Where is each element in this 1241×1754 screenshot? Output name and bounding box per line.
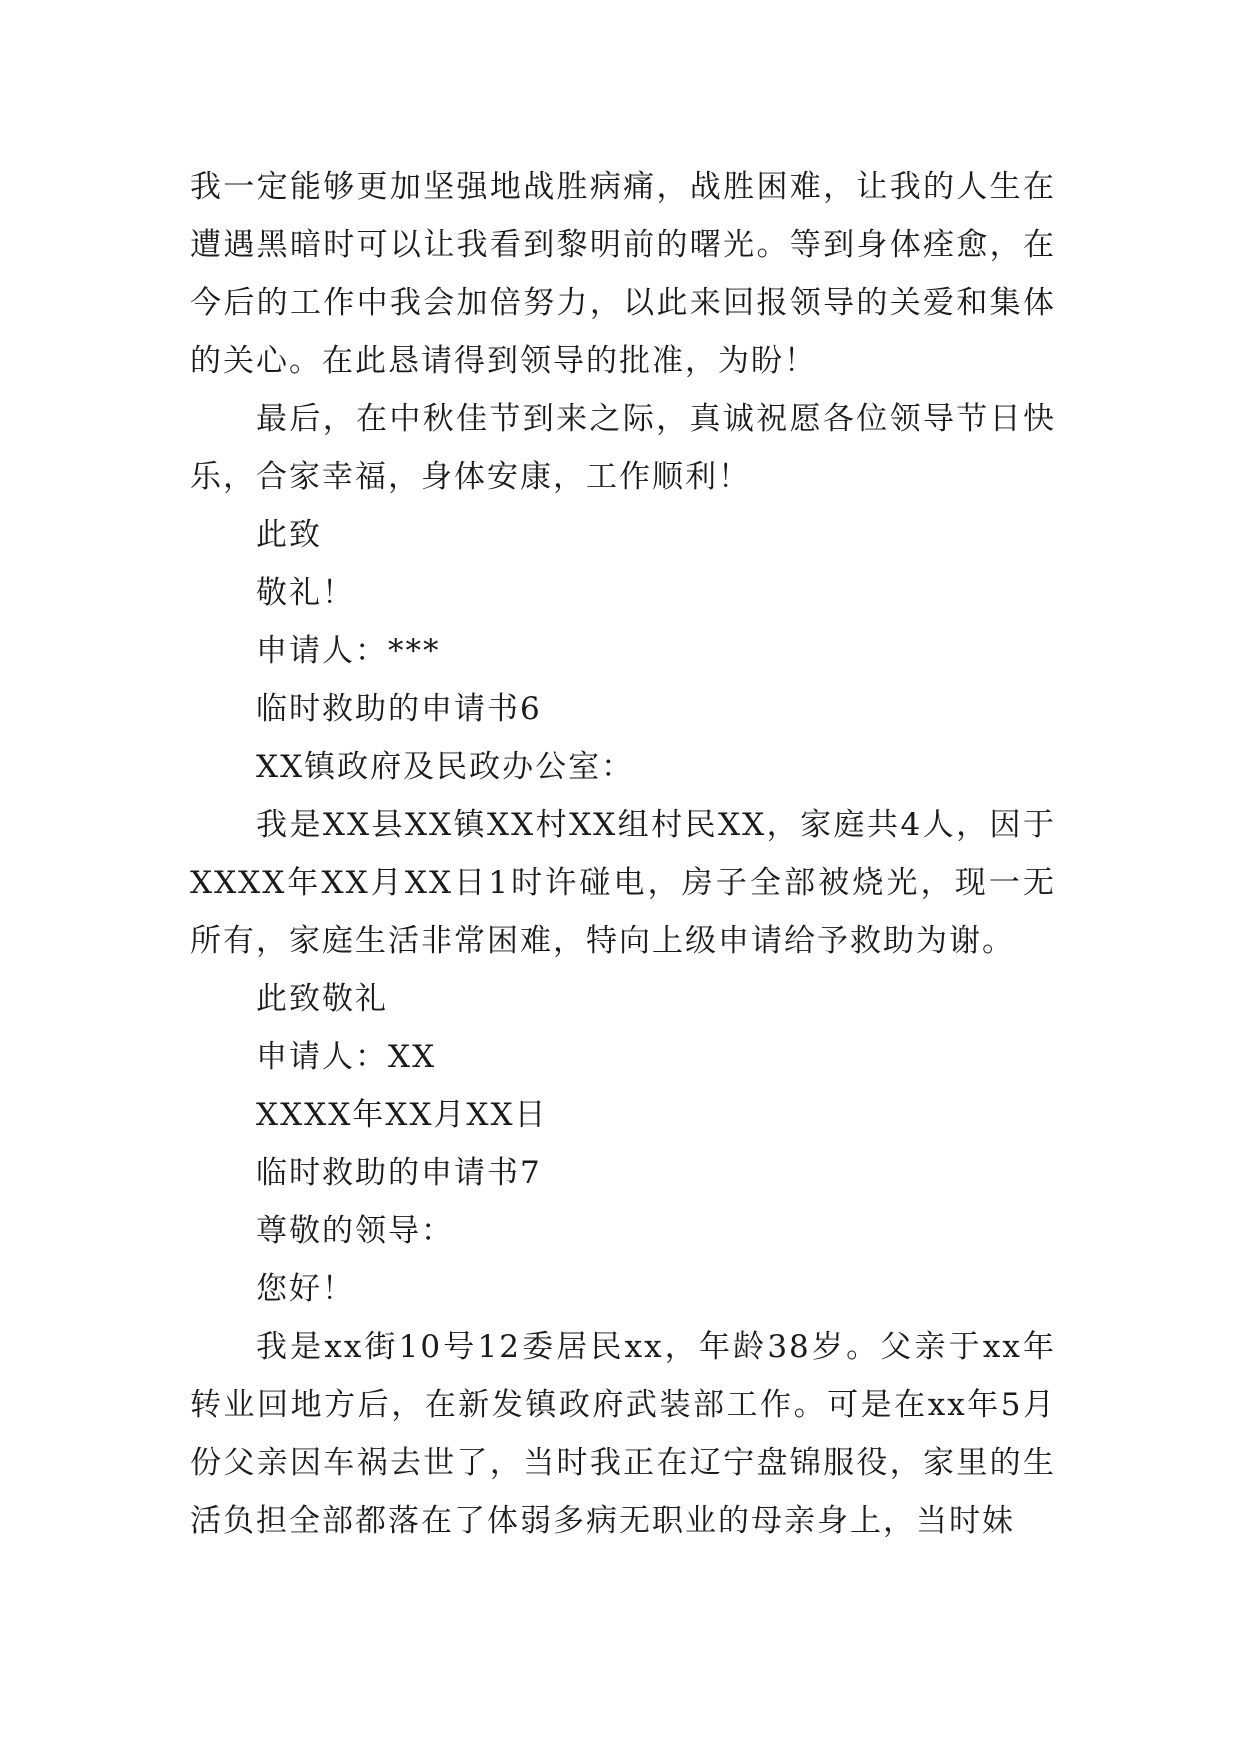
document-body [190,158,1056,1550]
section-heading-7: 临时救助的申请书7 [256,1155,542,1191]
greeting-addressee: 尊敬的领导： [256,1213,454,1249]
section-heading-6: 临时救助的申请书6 [256,691,542,727]
paragraph-family-situation: 我是xx街10号12委居民xx，年龄38岁。父亲于xx年转业回地方后，在新发镇政府武装部工作。可是在xx年5月份父亲因车祸去世了，当时我正在辽宁盘锦服役，家里的生活负担全部都落在了体弱多病无职业的母亲身上，当时妹 [190,1329,1056,1539]
paragraph-festival-wishes: 最后，在中秋佳节到来之际，真诚祝愿各位领导节日快乐，合家幸福，身体安康，工作顺利！ [190,401,1056,495]
paragraph-recovery-pledge: 我一定能够更加坚强地战胜病痛，战胜困难，让我的人生在遭遇黑暗时可以让我看到黎明前的曙光。等到身体痊愈，在今后的工作中我会加倍努力，以此来回报领导的关爱和集体的关心。在此恳请得到领导的批准，为盼！ [190,169,1056,379]
applicant-signature-2: 申请人：XX [256,1039,437,1075]
greeting-hello: 您好！ [256,1271,355,1307]
addressee-line: XX镇政府及民政办公室： [256,749,635,785]
closing-regards: 敬礼！ [256,575,355,611]
closing-salutation: 此致 [256,517,322,553]
applicant-signature: 申请人：*** [256,633,441,669]
paragraph-fire-request: 我是XX县XX镇XX村XX组村民XX，家庭共4人，因于XXXX年XX月XX日1时许碰电，房子全部被烧光，现一无所有，家庭生活非常困难，特向上级申请给予救助为谢。 [190,807,1056,959]
date-line: XXXX年XX月XX日 [256,1097,548,1133]
closing-salutation-2: 此致敬礼 [256,981,388,1017]
